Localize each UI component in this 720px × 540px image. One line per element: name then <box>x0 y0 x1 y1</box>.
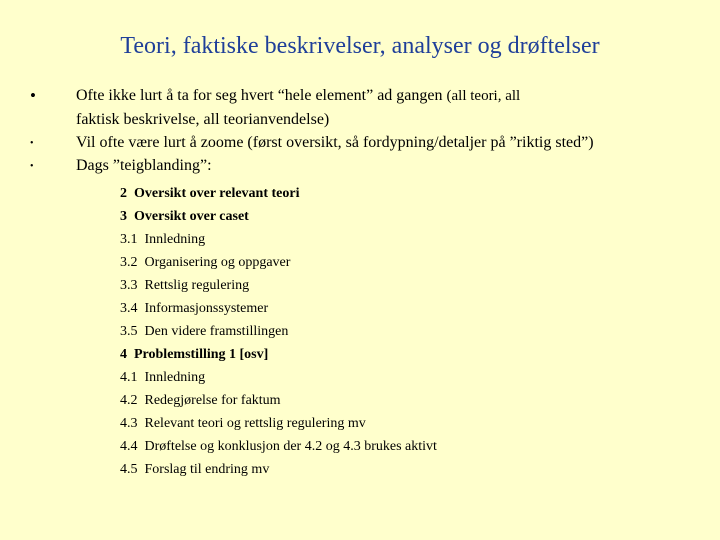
outline-label: Innledning <box>144 370 206 385</box>
outline-number: 4.4 <box>120 439 138 454</box>
outline-number: 3.1 <box>120 232 138 247</box>
bullet-item <box>30 84 700 131</box>
outline-item <box>120 182 437 205</box>
outline-number: 3 <box>120 209 127 224</box>
outline-number: 3.5 <box>120 324 138 339</box>
bullet-text-cont: (all teori, all <box>446 88 521 104</box>
outline-label: Forslag til endring mv <box>144 462 270 477</box>
outline-item <box>120 343 437 366</box>
bullet-text-line2: faktisk beskrivelse, all teorianvendelse) <box>76 111 330 128</box>
bullet-marker: • <box>30 86 36 105</box>
outline-number: 4.1 <box>120 370 138 385</box>
outline-item <box>120 228 437 251</box>
bullet-text: Dags ”teigblanding”: <box>76 157 212 174</box>
outline-number: 3.4 <box>120 301 138 316</box>
outline-label: Informasjonssystemer <box>144 301 269 316</box>
bullet-text-main: Ofte ikke lurt å ta for seg hvert “hele element” ad gangen <box>76 87 443 104</box>
bullet-text <box>76 87 520 128</box>
outline-item <box>120 205 437 228</box>
outline-number: 4 <box>120 347 127 362</box>
bullet-item <box>30 154 700 177</box>
outline-label: Oversikt over caset <box>134 209 249 224</box>
bullet-marker: • <box>30 161 34 172</box>
outline-item <box>120 274 437 297</box>
outline-label: Rettslig regulering <box>144 278 250 293</box>
outline-item <box>120 297 437 320</box>
outline-number: 2 <box>120 186 127 201</box>
outline-number: 4.5 <box>120 462 138 477</box>
outline-label: Oversikt over relevant teori <box>134 186 300 201</box>
outline-label: Den videre framstillingen <box>144 324 289 339</box>
outline-item <box>120 320 437 343</box>
bullet-list <box>30 84 700 177</box>
bullet-item <box>30 131 700 154</box>
outline-item <box>120 458 437 481</box>
outline-number: 4.2 <box>120 393 138 408</box>
outline-label: Relevant teori og rettslig regulering mv <box>144 416 366 431</box>
outline-item <box>120 412 437 435</box>
outline-label: Innledning <box>144 232 206 247</box>
outline-number: 3.2 <box>120 255 138 270</box>
bullet-marker: • <box>30 138 34 149</box>
outline-label: Redegjørelse for faktum <box>144 393 281 408</box>
outline-label: Problemstilling 1 [osv] <box>134 347 269 362</box>
outline-number: 4.3 <box>120 416 138 431</box>
outline-item <box>120 251 437 274</box>
outline-number: 3.3 <box>120 278 138 293</box>
outline-label: Drøftelse og konklusjon der 4.2 og 4.3 brukes aktivt <box>144 439 437 454</box>
outline-item <box>120 366 437 389</box>
outline-item <box>120 435 437 458</box>
outline-item <box>120 389 437 412</box>
slide-title: Teori, faktiske beskrivelser, analyser og drøftelser <box>120 33 600 59</box>
outline-label: Organisering og oppgaver <box>144 255 291 270</box>
outline-list <box>120 182 437 481</box>
bullet-text: Vil ofte være lurt å zoome (først oversikt, så fordypning/detaljer på ”riktig sted”) <box>76 134 594 151</box>
